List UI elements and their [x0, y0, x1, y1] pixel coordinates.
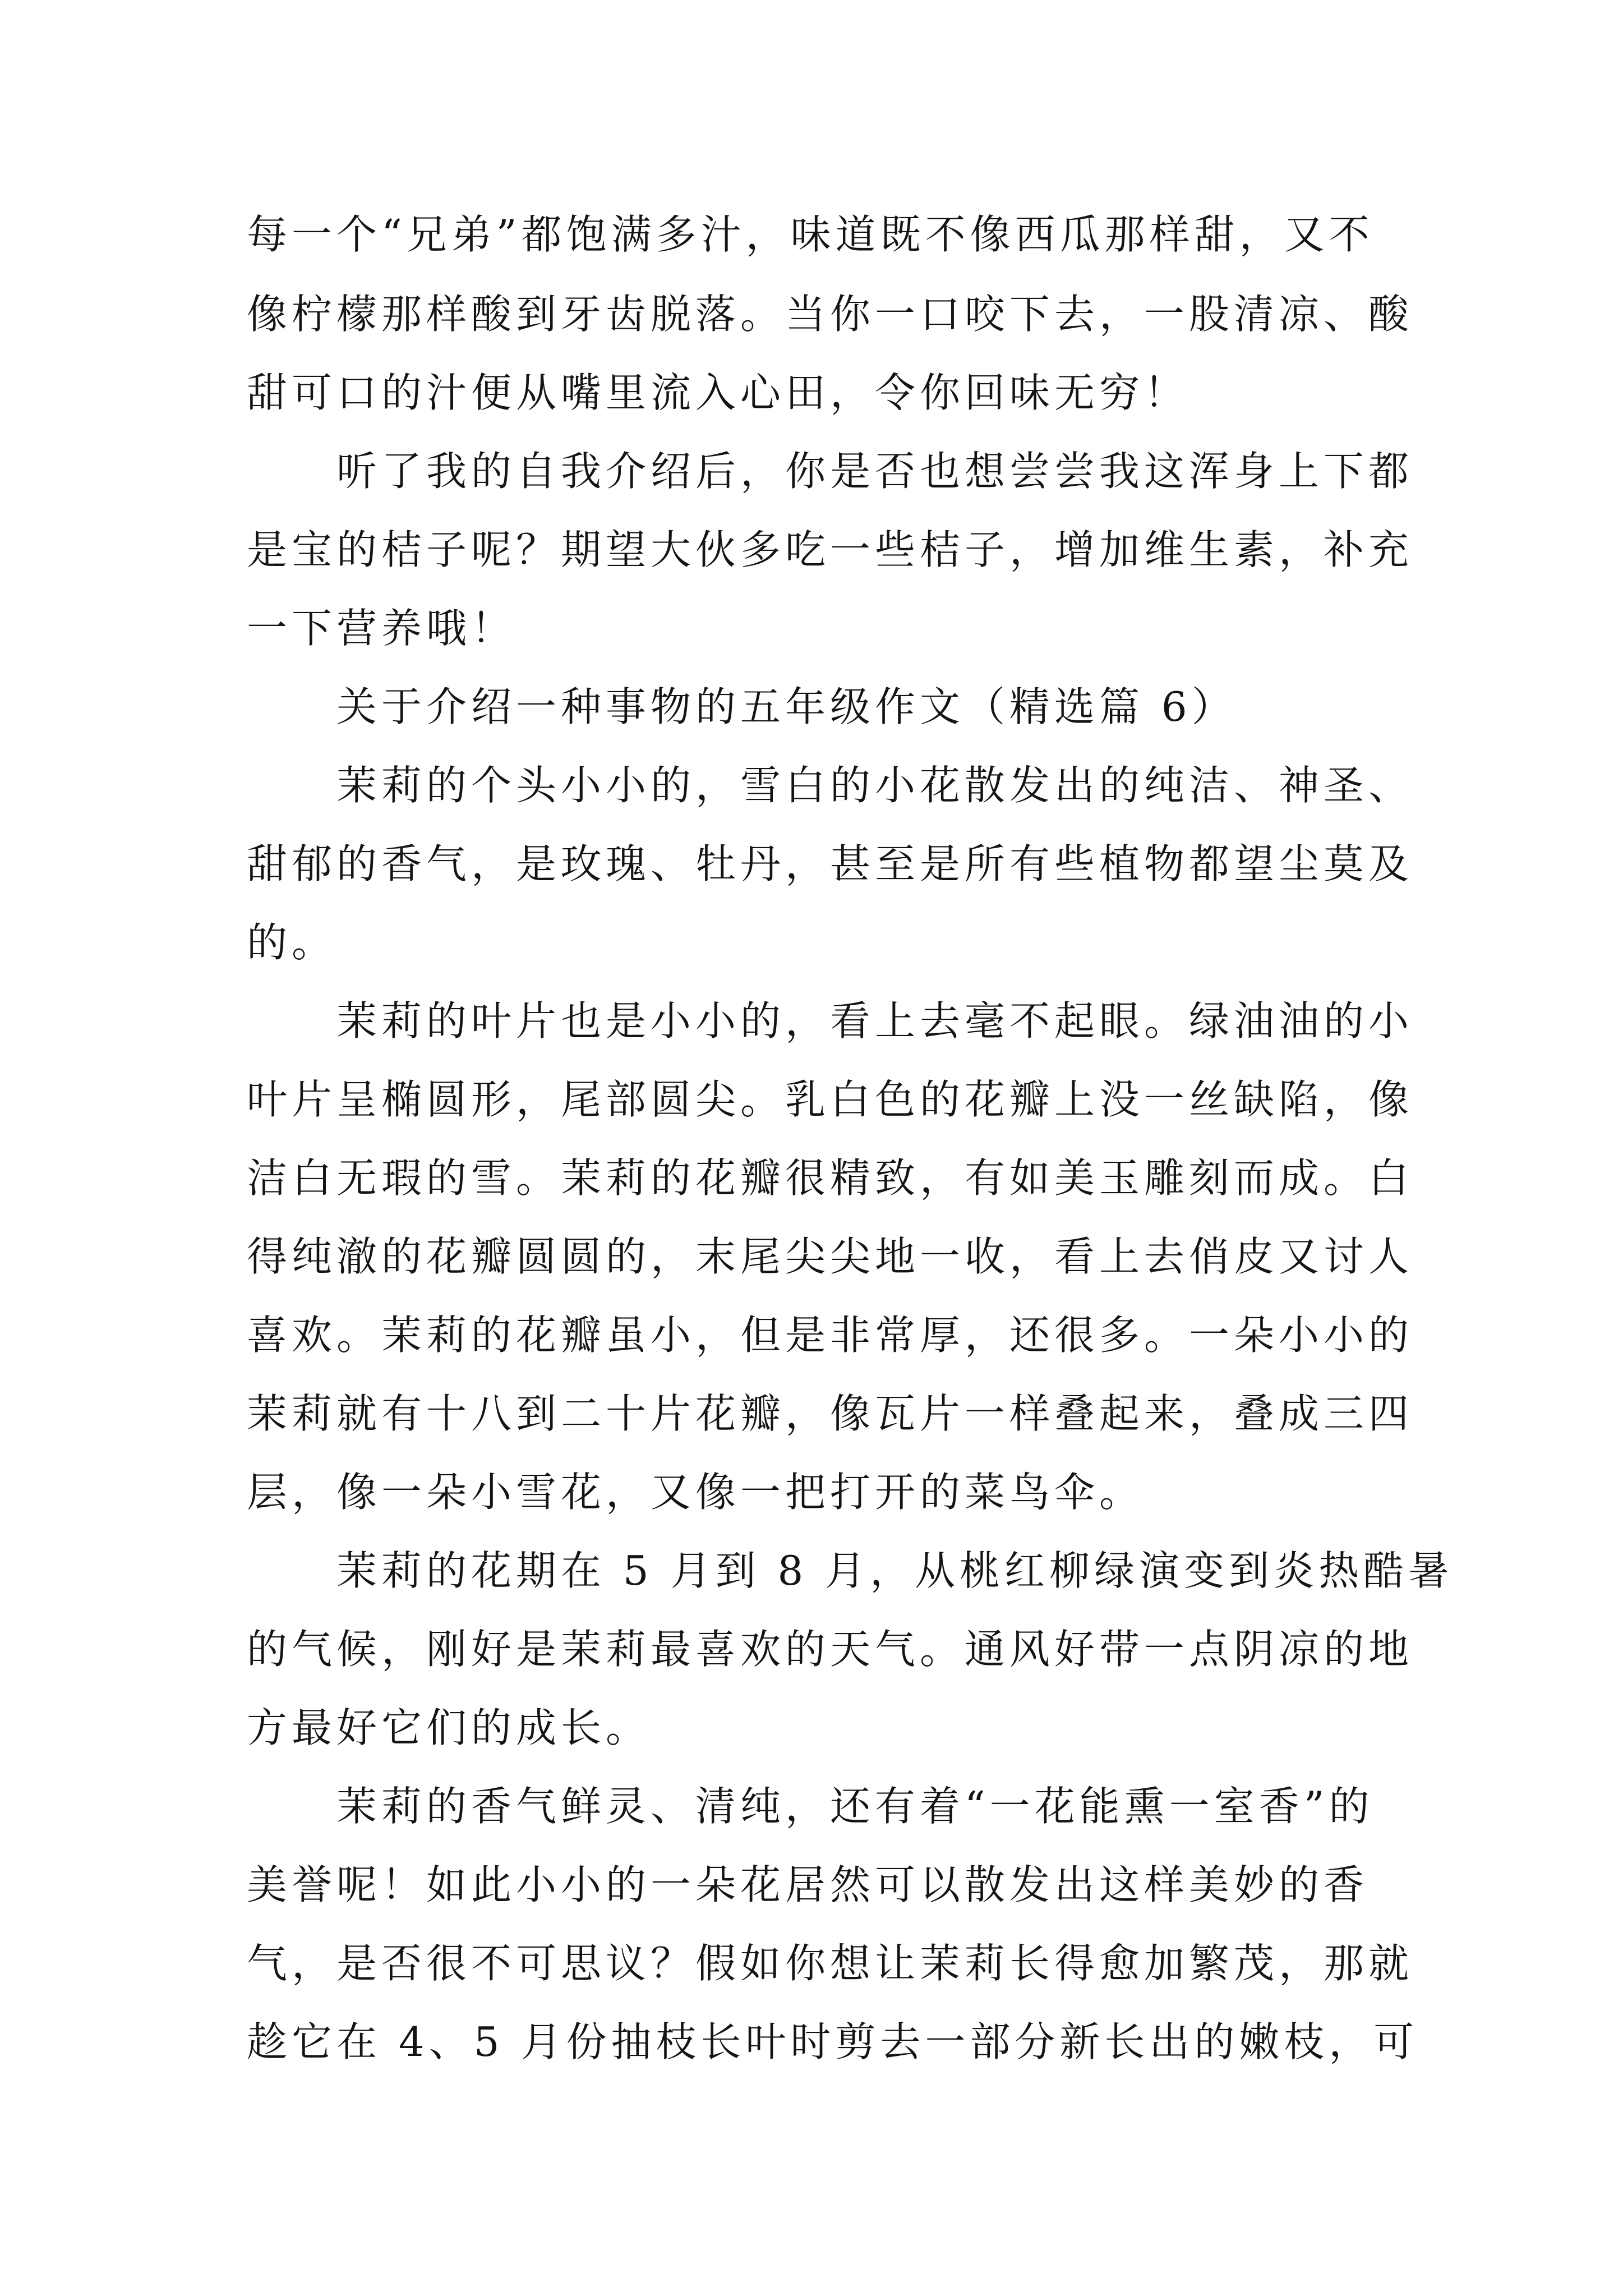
text-line: 的气候，刚好是茉莉最喜欢的天气。通风好带一点阴凉的地 — [247, 1626, 1414, 1673]
section-heading: 关于介绍一种事物的五年级作文（精选篇 6） — [336, 683, 1237, 730]
text-line: 甜可口的汁便从嘴里流入心田，令你回味无穷！ — [247, 369, 1189, 416]
text-line: 是宝的桔子呢？期望大伙多吃一些桔子，增加维生素，补充 — [247, 526, 1414, 573]
text-line: 趁它在 4、5 月份抽枝长叶时剪去一部分新长出的嫩枝，可 — [247, 2018, 1419, 2065]
text-line: 得纯澈的花瓣圆圆的，末尾尖尖地一收，看上去俏皮又讨人 — [247, 1233, 1414, 1280]
text-line: 洁白无瑕的雪。茉莉的花瓣很精致，有如美玉雕刻而成。白 — [247, 1154, 1414, 1202]
text-line: 听了我的自我介绍后，你是否也想尝尝我这浑身上下都 — [336, 448, 1414, 495]
text-line: 像柠檬那样酸到牙齿脱落。当你一口咬下去，一股清凉、酸 — [247, 291, 1414, 338]
text-line: 一下营养哦！ — [247, 605, 517, 652]
text-line: 茉莉的叶片也是小小的，看上去毫不起眼。绿油油的小 — [336, 997, 1414, 1045]
text-line: 美誉呢！如此小小的一朵花居然可以散发出这样美妙的香 — [247, 1861, 1369, 1908]
text-line: 每一个“兄弟”都饱满多汁，味道既不像西瓜那样甜，又不 — [247, 211, 1374, 258]
text-line: 层，像一朵小雪花，又像一把打开的菜鸟伞。 — [247, 1469, 1145, 1516]
text-line: 茉莉的花期在 5 月到 8 月，从桃红柳绿演变到炎热酷暑 — [336, 1547, 1454, 1594]
text-line: 气，是否很不可思议？假如你想让茉莉长得愈加繁茂，那就 — [247, 1940, 1414, 1987]
text-line: 方最好它们的成长。 — [247, 1704, 651, 1751]
text-line: 甜郁的香气，是玫瑰、牡丹，甚至是所有些植物都望尘莫及 — [247, 840, 1414, 887]
text-line: 茉莉的个头小小的，雪白的小花散发出的纯洁、神圣、 — [336, 762, 1414, 809]
text-line: 叶片呈椭圆形，尾部圆尖。乳白色的花瓣上没一丝缺陷，像 — [247, 1076, 1414, 1123]
text-line: 茉莉的香气鲜灵、清纯，还有着“一花能熏一室香”的 — [336, 1783, 1374, 1830]
text-line: 的。 — [247, 919, 337, 966]
text-line: 茉莉就有十八到二十片花瓣，像瓦片一样叠起来，叠成三四 — [247, 1390, 1414, 1437]
text-line: 喜欢。茉莉的花瓣虽小，但是非常厚，还很多。一朵小小的 — [247, 1312, 1414, 1359]
